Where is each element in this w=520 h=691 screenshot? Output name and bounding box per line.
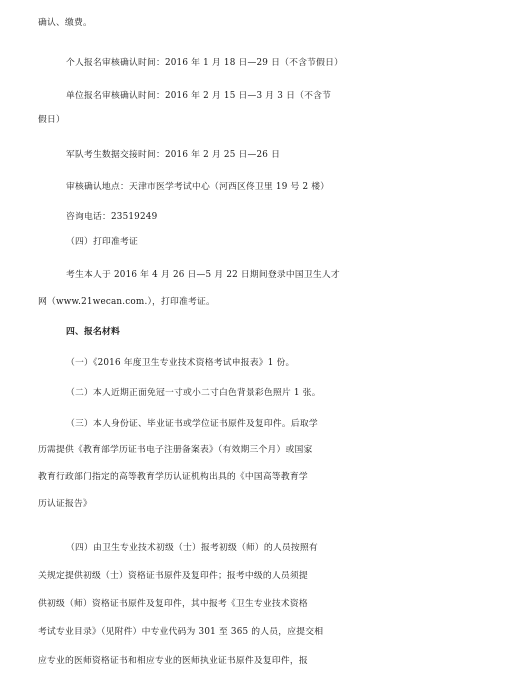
text-line-15: 历需提供《教育部学历证书电子注册备案表》（有效期三个月）或国家 [38, 445, 313, 455]
text-line-9: 考生本人于 2016 年 4 月 26 日—5 月 22 日期间登录中国卫生人才 [66, 270, 340, 280]
text-line-21: 考试专业目录》（见附件）中专业代码为 301 至 365 的人员，应提交相 [38, 627, 324, 637]
text-line-13: （二）本人近期正面免冠一寸或小二寸白色背景彩色照片 1 张。 [66, 388, 321, 398]
text-line-2: 个人报名审核确认时间：2016 年 1 月 18 日—29 日（不含节假日） [66, 58, 344, 68]
section-heading-registration-materials: 四、报名材料 [66, 327, 120, 337]
text-line-10: 网（www.21wecan.com.），打印准考证。 [38, 297, 216, 307]
text-line-18: （四）由卫生专业技术初级（士）报考初级（师）的人员按照有 [66, 543, 318, 553]
text-line-1: 确认、缴费。 [38, 18, 92, 28]
text-line-6: 审核确认地点：天津市医学考试中心（河西区佟卫里 19 号 2 楼） [66, 182, 330, 192]
text-line-7: 咨询电话：23519249 [66, 212, 158, 222]
text-line-14: （三）本人身份证、毕业证书或学位证书原件及复印件。后取学 [66, 419, 318, 429]
section-heading-print-admission: （四）打印准考证 [66, 237, 138, 247]
text-line-4: 假日） [38, 115, 65, 125]
text-line-20: 供初级（师）资格证书原件及复印件，其中报考《卫生专业技术资格 [38, 599, 308, 609]
text-line-5: 军队考生数据交接时间：2016 年 2 月 25 日—26 日 [66, 150, 281, 160]
text-line-22: 应专业的医师资格证书和相应专业的医师执业证书原件及复印件，报 [38, 656, 308, 666]
text-line-17: 历认证报告》 [38, 499, 92, 509]
text-line-12: （一）《2016 年度卫生专业技术资格考试申报表》1 份。 [66, 358, 295, 368]
text-line-3: 单位报名审核确认时间：2016 年 2 月 15 日—3 月 3 日（不含节 [66, 91, 332, 101]
text-line-16: 教育行政部门指定的高等教育学历认证机构出具的《中国高等教育学 [38, 472, 308, 482]
text-line-19: 关规定提供初级（士）资格证书原件及复印件；报考中级的人员须提 [38, 571, 308, 581]
